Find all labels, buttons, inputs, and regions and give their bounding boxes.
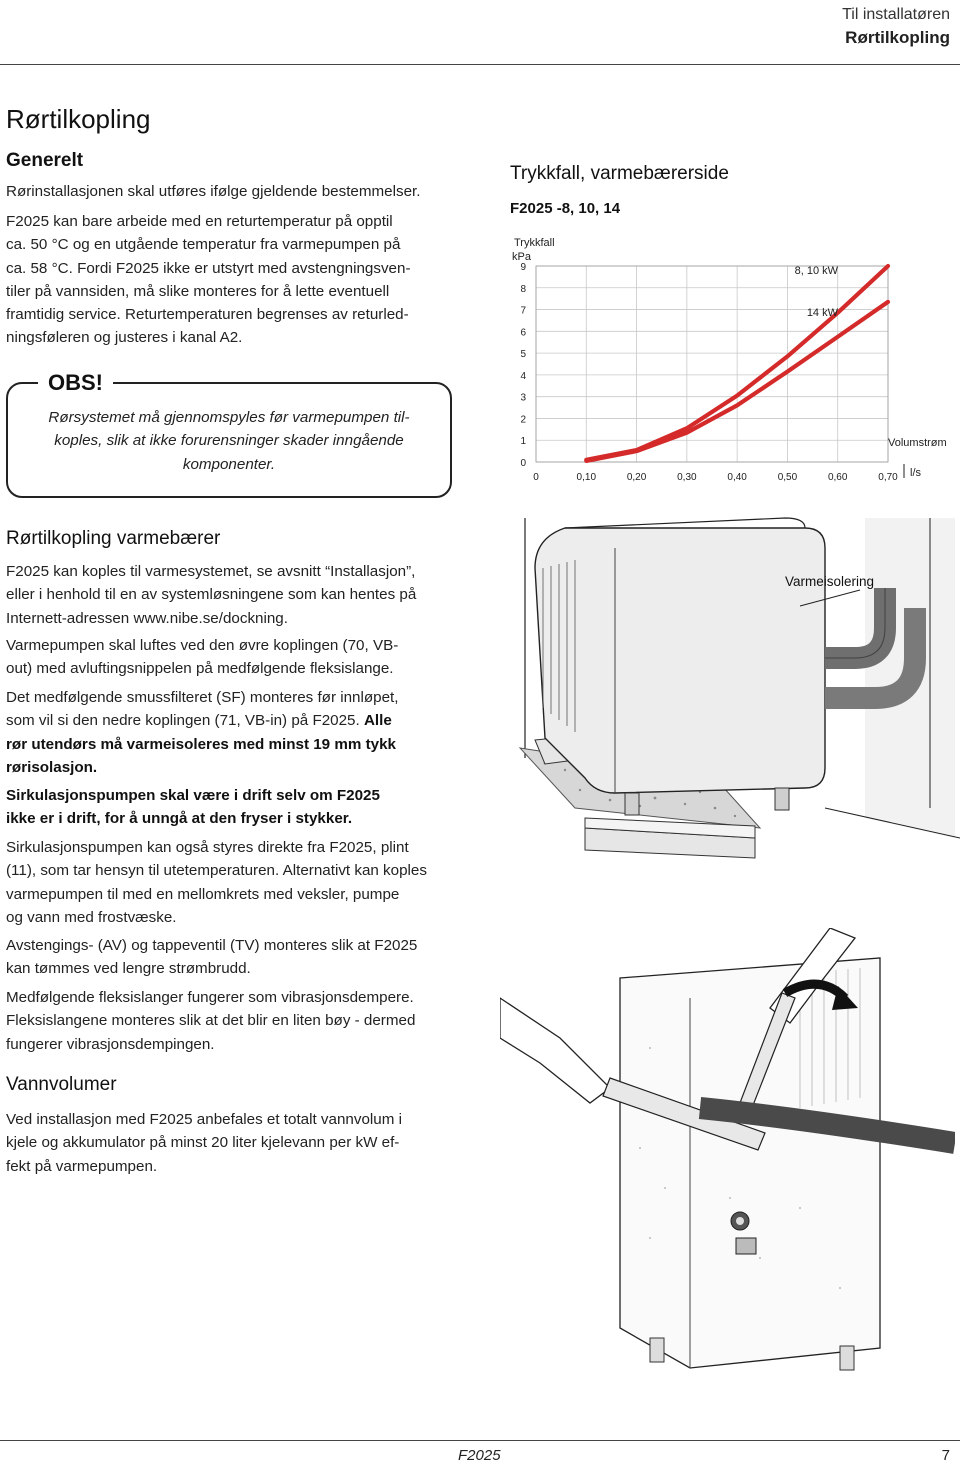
x-tick-label: 0 [533, 472, 539, 483]
text-line: ca. 58 °C. Fordi F2025 ikke er utstyrt med avstengningsven- [6, 259, 411, 277]
text-line: F2025 kan koples til varmesystemet, se avsnitt “Installasjon”, [6, 563, 416, 580]
footer-page-number: 7 [941, 1447, 950, 1464]
generelt-paragraph-1: Rørinstallasjonen skal utføres ifølge gjeldende bestemmelser. [6, 183, 421, 200]
varmebaerer-paragraph-4 [6, 784, 476, 831]
text-line: Sirkulasjonspumpen kan også styres direkte fra F2025, plint [6, 839, 409, 856]
x-tick-label: 0,60 [827, 472, 848, 483]
text-line: Internett-adressen www.nibe.se/dockning. [6, 609, 288, 627]
text-line: og vann med frostvæske. [6, 908, 177, 926]
varmebaerer-paragraph-1 [6, 560, 476, 630]
y-tick-label: 9 [520, 262, 526, 273]
text-line: fungerer vibrasjonsdempingen. [6, 1035, 215, 1053]
text-line: tiler på vannsiden, må slike monteres for å lette eventuell [6, 282, 390, 300]
page-title: Rørtilkopling [6, 104, 151, 134]
x-axis-unit: l/s [910, 467, 921, 479]
text-line: varmepumpen til med en mellomkrets med veksler, pumpe [6, 885, 400, 903]
text-line-bold: rør utendørs må varmeisoleres med minst 19 mm tykk [6, 735, 396, 753]
x-tick-label: 0,70 [878, 472, 898, 483]
x-axis-label: Volumstrøm [888, 437, 947, 449]
text-line: Medfølgende fleksislanger fungerer som vibrasjonsdempere. [6, 989, 414, 1006]
y-tick-label: 6 [520, 327, 526, 339]
obs-notice-box [6, 370, 452, 498]
pressure-drop-chart [500, 228, 955, 490]
heading-vannvolumer: Vannvolumer [6, 1074, 117, 1095]
chart-grid [536, 266, 888, 462]
y-axis-unit: kPa [512, 251, 531, 263]
text-line: fekt på varmepumpen. [6, 1157, 158, 1175]
x-tick-label: 0,20 [626, 472, 647, 483]
wrench-connection-illustration [500, 928, 955, 1428]
y-tick-label: 7 [520, 305, 526, 317]
varmebaerer-paragraph-7 [6, 986, 476, 1056]
text-line: Fleksislangene monteres slik at det blir en liten bøy - dermed [6, 1012, 416, 1030]
y-tick-label: 3 [520, 392, 526, 404]
series-label: 8, 10 kW [794, 265, 838, 277]
text-line [6, 709, 476, 732]
chart-title: Trykkfall, varmebærerside [510, 163, 729, 184]
text-line: Avstengings- (AV) og tappeventil (TV) monteres slik at F2025 [6, 937, 418, 954]
text-line: ca. 50 °C og en utgående temperatur fra varmepumpen på [6, 236, 401, 254]
chart-ticks [520, 262, 898, 483]
text-line: kjele og akkumulator på minst 20 liter kjelevann per kW ef- [6, 1134, 400, 1152]
y-tick-label: 0 [520, 458, 526, 469]
callout-varmeisolering: Varmeisolering [785, 574, 875, 589]
text-line-bold: Sirkulasjonspumpen skal være i drift selv om F2025 [6, 787, 380, 804]
text-line: Varmepumpen skal luftes ved den øvre koplingen (70, VB- [6, 637, 399, 654]
text-line: Rørsystemet må gjennomspyles før varmepumpen til- [48, 409, 410, 426]
x-tick-label: 0,50 [777, 472, 798, 483]
footer-model: F2025 [458, 1447, 501, 1464]
chart-subtitle: F2025 -8, 10, 14 [510, 200, 621, 217]
text-run: som vil si den nedre koplingen (71, VB-in) på F2025. [6, 712, 360, 730]
heading-generelt: Generelt [6, 150, 84, 171]
x-tick-label: 0,10 [576, 472, 597, 483]
obs-title: OBS! [38, 370, 113, 396]
heat-pump-installation-illustration [505, 508, 960, 908]
varmebaerer-paragraph-2 [6, 634, 476, 681]
varmebaerer-paragraph-5 [6, 836, 476, 929]
running-header-topic: Rørtilkopling [845, 28, 950, 47]
y-tick-label: 8 [520, 283, 526, 295]
text-line-bold: ikke er i drift, for å unngå at den fryser i stykker. [6, 810, 353, 828]
obs-text [26, 406, 432, 476]
text-line: F2025 kan bare arbeide med en returtemperatur på opptil [6, 213, 393, 230]
y-tick-label: 2 [520, 414, 526, 426]
series-label: 14 kW [806, 306, 838, 319]
generelt-paragraph-2 [6, 210, 476, 350]
text-line: (11), som tar hensyn til utetemperaturen. Alternativt kan koples [6, 862, 427, 880]
plot-frame [536, 266, 888, 462]
text-line: Det medfølgende smussfilteret (SF) monteres før innløpet, [6, 689, 399, 706]
varmebaerer-paragraph-3 [6, 686, 476, 779]
y-axis-label: Trykkfall [514, 237, 555, 249]
running-header-section: Til installatøren [842, 6, 950, 23]
text-run-bold: Alle [363, 712, 392, 730]
x-tick-label: 0,40 [727, 472, 747, 483]
text-line: koples, slik at ikke forurensninger skader inngående [54, 432, 404, 450]
y-tick-label: 4 [520, 370, 526, 382]
footer-rule [0, 1440, 960, 1441]
x-tick-label: 0,30 [677, 472, 697, 483]
y-tick-label: 1 [520, 436, 526, 448]
text-line: kan tømmes ved lengre strømbrudd. [6, 960, 251, 978]
text-line: eller i henhold til en av systemløsningene som kan hentes på [6, 586, 417, 604]
text-line: komponenter. [182, 455, 276, 473]
varmebaerer-paragraph-6 [6, 934, 476, 981]
vannvolumer-paragraph [6, 1108, 476, 1178]
text-line: Ved installasjon med F2025 anbefales et totalt vannvolum i [6, 1111, 402, 1128]
text-line-bold: rørisolasjon. [6, 758, 98, 776]
header-rule [0, 64, 960, 65]
text-line: ningsføleren og justeres i kanal A2. [6, 329, 243, 347]
text-line: framtidig service. Returtemperaturen begrenses av returled- [6, 306, 409, 324]
heading-varmebaerer: Rørtilkopling varmebærer [6, 528, 221, 549]
text-line: out) med avluftingsnippelen på medfølgende fleksislange. [6, 660, 394, 678]
y-tick-label: 5 [520, 349, 526, 361]
